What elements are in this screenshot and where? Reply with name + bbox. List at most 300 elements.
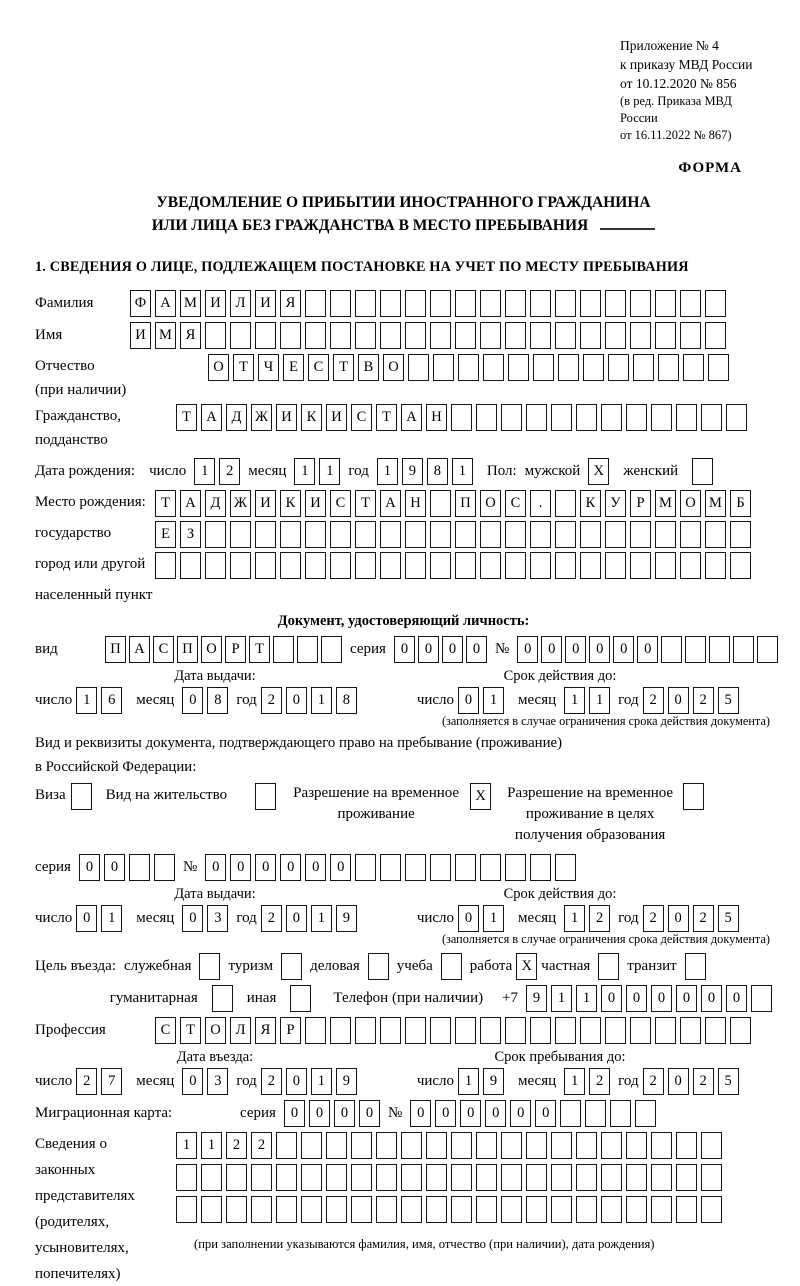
char-box[interactable]	[401, 1164, 422, 1191]
char-box[interactable]: 2	[693, 687, 714, 714]
purpose-private-checkbox[interactable]	[598, 953, 619, 980]
char-box[interactable]	[605, 322, 626, 349]
char-box[interactable]	[380, 521, 401, 548]
char-box[interactable]	[655, 552, 676, 579]
char-box[interactable]	[505, 322, 526, 349]
char-box[interactable]: 0	[668, 905, 689, 932]
char-box[interactable]	[555, 490, 576, 517]
char-box[interactable]	[455, 521, 476, 548]
char-box[interactable]: 0	[104, 854, 125, 881]
char-box[interactable]	[683, 354, 704, 381]
char-box[interactable]: 0	[458, 687, 479, 714]
char-box[interactable]	[530, 1017, 551, 1044]
purpose-tourism-checkbox[interactable]	[281, 953, 302, 980]
char-box[interactable]	[526, 404, 547, 431]
char-box[interactable]: 1	[319, 458, 340, 485]
char-box[interactable]	[676, 1164, 697, 1191]
char-box[interactable]: У	[605, 490, 626, 517]
char-box[interactable]	[626, 404, 647, 431]
purpose-humanitarian-checkbox[interactable]	[212, 985, 233, 1012]
char-box[interactable]	[176, 1196, 197, 1223]
char-box[interactable]: Д	[205, 490, 226, 517]
char-box[interactable]: С	[153, 636, 174, 663]
char-box[interactable]: 0	[286, 687, 307, 714]
char-box[interactable]: Л	[230, 1017, 251, 1044]
char-box[interactable]	[430, 521, 451, 548]
sex-female-checkbox[interactable]	[692, 458, 713, 485]
char-box[interactable]	[430, 1017, 451, 1044]
char-box[interactable]: Л	[230, 290, 251, 317]
char-box[interactable]	[176, 1164, 197, 1191]
char-box[interactable]	[705, 290, 726, 317]
char-box[interactable]	[551, 1196, 572, 1223]
char-box[interactable]: 2	[693, 1068, 714, 1095]
char-box[interactable]: Ж	[230, 490, 251, 517]
char-box[interactable]: С	[505, 490, 526, 517]
char-box[interactable]: 2	[261, 905, 282, 932]
char-box[interactable]	[555, 290, 576, 317]
char-box[interactable]: 0	[485, 1100, 506, 1127]
char-box[interactable]: 3	[207, 1068, 228, 1095]
char-box[interactable]: А	[380, 490, 401, 517]
char-box[interactable]	[608, 354, 629, 381]
char-box[interactable]: 0	[565, 636, 586, 663]
char-box[interactable]	[330, 1017, 351, 1044]
char-box[interactable]: 7	[101, 1068, 122, 1095]
char-box[interactable]	[230, 322, 251, 349]
char-box[interactable]	[426, 1164, 447, 1191]
char-box[interactable]	[501, 1132, 522, 1159]
char-box[interactable]	[530, 521, 551, 548]
char-box[interactable]: П	[177, 636, 198, 663]
char-box[interactable]: М	[655, 490, 676, 517]
char-box[interactable]	[355, 552, 376, 579]
char-box[interactable]	[326, 1196, 347, 1223]
char-box[interactable]	[576, 1132, 597, 1159]
char-box[interactable]	[526, 1196, 547, 1223]
char-box[interactable]	[205, 521, 226, 548]
char-box[interactable]	[555, 552, 576, 579]
char-box[interactable]	[201, 1196, 222, 1223]
char-box[interactable]	[483, 354, 504, 381]
char-box[interactable]	[505, 854, 526, 881]
char-box[interactable]	[605, 521, 626, 548]
char-box[interactable]	[480, 290, 501, 317]
char-box[interactable]	[505, 521, 526, 548]
char-box[interactable]	[476, 404, 497, 431]
char-box[interactable]	[201, 1164, 222, 1191]
char-box[interactable]	[610, 1100, 631, 1127]
char-box[interactable]: И	[255, 290, 276, 317]
char-box[interactable]	[676, 404, 697, 431]
char-box[interactable]: Я	[280, 290, 301, 317]
char-box[interactable]	[205, 322, 226, 349]
char-box[interactable]: 0	[510, 1100, 531, 1127]
char-box[interactable]	[501, 404, 522, 431]
char-box[interactable]: 0	[410, 1100, 431, 1127]
char-box[interactable]: О	[383, 354, 404, 381]
char-box[interactable]	[655, 1017, 676, 1044]
char-box[interactable]	[680, 322, 701, 349]
char-box[interactable]	[430, 490, 451, 517]
char-box[interactable]: 0	[435, 1100, 456, 1127]
char-box[interactable]: 9	[336, 1068, 357, 1095]
char-box[interactable]: 0	[286, 1068, 307, 1095]
char-box[interactable]	[255, 322, 276, 349]
char-box[interactable]: 0	[668, 687, 689, 714]
char-box[interactable]	[480, 552, 501, 579]
char-box[interactable]	[530, 322, 551, 349]
char-box[interactable]	[701, 404, 722, 431]
char-box[interactable]	[476, 1164, 497, 1191]
char-box[interactable]: 2	[643, 1068, 664, 1095]
char-box[interactable]	[733, 636, 754, 663]
char-box[interactable]: 0	[76, 905, 97, 932]
char-box[interactable]	[630, 521, 651, 548]
char-box[interactable]	[426, 1196, 447, 1223]
char-box[interactable]: Т	[333, 354, 354, 381]
char-box[interactable]: В	[358, 354, 379, 381]
char-box[interactable]	[680, 1017, 701, 1044]
purpose-business-checkbox[interactable]	[368, 953, 389, 980]
char-box[interactable]: 9	[402, 458, 423, 485]
char-box[interactable]: 2	[643, 687, 664, 714]
char-box[interactable]: 0	[668, 1068, 689, 1095]
char-box[interactable]	[376, 1132, 397, 1159]
char-box[interactable]: 0	[626, 985, 647, 1012]
char-box[interactable]	[658, 354, 679, 381]
char-box[interactable]	[251, 1164, 272, 1191]
char-box[interactable]	[451, 1164, 472, 1191]
char-box[interactable]	[583, 354, 604, 381]
char-box[interactable]	[580, 552, 601, 579]
char-box[interactable]: Н	[405, 490, 426, 517]
char-box[interactable]: 0	[280, 854, 301, 881]
char-box[interactable]	[651, 1132, 672, 1159]
char-box[interactable]: 0	[334, 1100, 355, 1127]
char-box[interactable]	[580, 290, 601, 317]
char-box[interactable]	[701, 1164, 722, 1191]
char-box[interactable]	[726, 404, 747, 431]
char-box[interactable]: 1	[576, 985, 597, 1012]
char-box[interactable]: И	[276, 404, 297, 431]
char-box[interactable]	[551, 1164, 572, 1191]
char-box[interactable]: 0	[589, 636, 610, 663]
char-box[interactable]	[705, 1017, 726, 1044]
char-box[interactable]: 1	[194, 458, 215, 485]
char-box[interactable]: 0	[418, 636, 439, 663]
char-box[interactable]: 2	[219, 458, 240, 485]
char-box[interactable]	[505, 290, 526, 317]
char-box[interactable]: А	[155, 290, 176, 317]
char-box[interactable]: М	[155, 322, 176, 349]
char-box[interactable]	[708, 354, 729, 381]
char-box[interactable]	[430, 290, 451, 317]
char-box[interactable]: 2	[261, 1068, 282, 1095]
char-box[interactable]	[455, 322, 476, 349]
purpose-transit-checkbox[interactable]	[685, 953, 706, 980]
char-box[interactable]	[376, 1164, 397, 1191]
char-box[interactable]: 0	[726, 985, 747, 1012]
char-box[interactable]	[705, 322, 726, 349]
char-box[interactable]	[330, 322, 351, 349]
purpose-work-checkbox[interactable]: X	[516, 953, 537, 980]
char-box[interactable]	[405, 552, 426, 579]
char-box[interactable]: 0	[230, 854, 251, 881]
char-box[interactable]	[301, 1132, 322, 1159]
char-box[interactable]	[405, 290, 426, 317]
char-box[interactable]: 0	[305, 854, 326, 881]
char-box[interactable]	[301, 1196, 322, 1223]
char-box[interactable]: 0	[330, 854, 351, 881]
temp-residence-education-checkbox[interactable]	[683, 783, 704, 810]
char-box[interactable]	[560, 1100, 581, 1127]
char-box[interactable]	[626, 1132, 647, 1159]
char-box[interactable]	[380, 854, 401, 881]
char-box[interactable]: 1	[201, 1132, 222, 1159]
char-box[interactable]	[230, 552, 251, 579]
char-box[interactable]: К	[580, 490, 601, 517]
char-box[interactable]	[405, 854, 426, 881]
char-box[interactable]: 1	[101, 905, 122, 932]
char-box[interactable]: 1	[564, 687, 585, 714]
char-box[interactable]	[155, 552, 176, 579]
visa-checkbox[interactable]	[71, 783, 92, 810]
char-box[interactable]: О	[205, 1017, 226, 1044]
char-box[interactable]	[580, 521, 601, 548]
char-box[interactable]	[226, 1164, 247, 1191]
char-box[interactable]	[476, 1196, 497, 1223]
char-box[interactable]: Е	[283, 354, 304, 381]
char-box[interactable]	[297, 636, 318, 663]
char-box[interactable]: 2	[589, 905, 610, 932]
char-box[interactable]: 0	[460, 1100, 481, 1127]
char-box[interactable]	[651, 1196, 672, 1223]
char-box[interactable]: 5	[718, 905, 739, 932]
char-box[interactable]	[526, 1164, 547, 1191]
char-box[interactable]: 0	[255, 854, 276, 881]
char-box[interactable]	[601, 1196, 622, 1223]
char-box[interactable]: 0	[517, 636, 538, 663]
char-box[interactable]	[305, 552, 326, 579]
char-box[interactable]	[555, 1017, 576, 1044]
char-box[interactable]	[626, 1164, 647, 1191]
char-box[interactable]: Я	[255, 1017, 276, 1044]
char-box[interactable]	[501, 1196, 522, 1223]
char-box[interactable]	[305, 521, 326, 548]
char-box[interactable]: Ж	[251, 404, 272, 431]
char-box[interactable]	[355, 854, 376, 881]
char-box[interactable]	[685, 636, 706, 663]
char-box[interactable]: Т	[355, 490, 376, 517]
char-box[interactable]: Т	[176, 404, 197, 431]
char-box[interactable]: 1	[551, 985, 572, 1012]
char-box[interactable]: 0	[182, 905, 203, 932]
char-box[interactable]: 0	[651, 985, 672, 1012]
char-box[interactable]	[651, 1164, 672, 1191]
char-box[interactable]: 5	[718, 687, 739, 714]
char-box[interactable]: А	[201, 404, 222, 431]
char-box[interactable]	[661, 636, 682, 663]
char-box[interactable]: О	[480, 490, 501, 517]
char-box[interactable]: 2	[251, 1132, 272, 1159]
char-box[interactable]: 0	[182, 687, 203, 714]
char-box[interactable]: 1	[311, 687, 332, 714]
char-box[interactable]	[680, 552, 701, 579]
char-box[interactable]	[601, 1132, 622, 1159]
char-box[interactable]	[655, 521, 676, 548]
char-box[interactable]: 0	[284, 1100, 305, 1127]
char-box[interactable]	[455, 552, 476, 579]
char-box[interactable]	[330, 290, 351, 317]
char-box[interactable]: 0	[613, 636, 634, 663]
char-box[interactable]	[605, 552, 626, 579]
char-box[interactable]	[330, 521, 351, 548]
char-box[interactable]	[701, 1132, 722, 1159]
char-box[interactable]	[651, 404, 672, 431]
char-box[interactable]: П	[455, 490, 476, 517]
char-box[interactable]: З	[180, 521, 201, 548]
char-box[interactable]	[433, 354, 454, 381]
char-box[interactable]: О	[680, 490, 701, 517]
char-box[interactable]: 0	[309, 1100, 330, 1127]
char-box[interactable]: 8	[207, 687, 228, 714]
char-box[interactable]	[705, 521, 726, 548]
char-box[interactable]	[355, 290, 376, 317]
char-box[interactable]	[551, 1132, 572, 1159]
char-box[interactable]: 1	[458, 1068, 479, 1095]
char-box[interactable]: 8	[427, 458, 448, 485]
char-box[interactable]	[405, 322, 426, 349]
char-box[interactable]	[585, 1100, 606, 1127]
char-box[interactable]: О	[208, 354, 229, 381]
char-box[interactable]: 1	[483, 687, 504, 714]
char-box[interactable]: Я	[180, 322, 201, 349]
char-box[interactable]	[505, 552, 526, 579]
char-box[interactable]	[676, 1196, 697, 1223]
char-box[interactable]: 2	[226, 1132, 247, 1159]
char-box[interactable]	[576, 1196, 597, 1223]
char-box[interactable]	[480, 521, 501, 548]
char-box[interactable]	[355, 322, 376, 349]
char-box[interactable]	[226, 1196, 247, 1223]
char-box[interactable]	[555, 854, 576, 881]
char-box[interactable]: 0	[458, 905, 479, 932]
char-box[interactable]	[280, 552, 301, 579]
char-box[interactable]: 2	[261, 687, 282, 714]
char-box[interactable]	[701, 1196, 722, 1223]
char-box[interactable]	[351, 1132, 372, 1159]
char-box[interactable]	[626, 1196, 647, 1223]
char-box[interactable]	[355, 1017, 376, 1044]
char-box[interactable]: 0	[466, 636, 487, 663]
char-box[interactable]: О	[201, 636, 222, 663]
char-box[interactable]	[255, 521, 276, 548]
char-box[interactable]	[530, 290, 551, 317]
char-box[interactable]	[655, 290, 676, 317]
char-box[interactable]	[480, 322, 501, 349]
char-box[interactable]	[630, 1017, 651, 1044]
char-box[interactable]	[476, 1132, 497, 1159]
char-box[interactable]: 0	[601, 985, 622, 1012]
char-box[interactable]	[355, 521, 376, 548]
char-box[interactable]: И	[326, 404, 347, 431]
char-box[interactable]: 0	[535, 1100, 556, 1127]
char-box[interactable]	[430, 552, 451, 579]
char-box[interactable]	[401, 1196, 422, 1223]
char-box[interactable]: Т	[249, 636, 270, 663]
char-box[interactable]	[508, 354, 529, 381]
char-box[interactable]	[630, 290, 651, 317]
char-box[interactable]: С	[155, 1017, 176, 1044]
char-box[interactable]: 0	[394, 636, 415, 663]
char-box[interactable]	[351, 1164, 372, 1191]
char-box[interactable]: 5	[718, 1068, 739, 1095]
char-box[interactable]: А	[180, 490, 201, 517]
char-box[interactable]	[480, 1017, 501, 1044]
char-box[interactable]: Д	[226, 404, 247, 431]
char-box[interactable]	[305, 322, 326, 349]
char-box[interactable]	[321, 636, 342, 663]
char-box[interactable]: А	[401, 404, 422, 431]
char-box[interactable]	[451, 1196, 472, 1223]
char-box[interactable]: 9	[526, 985, 547, 1012]
char-box[interactable]	[576, 1164, 597, 1191]
char-box[interactable]	[730, 552, 751, 579]
char-box[interactable]: 0	[182, 1068, 203, 1095]
char-box[interactable]	[351, 1196, 372, 1223]
char-box[interactable]	[330, 552, 351, 579]
char-box[interactable]: Р	[225, 636, 246, 663]
char-box[interactable]	[326, 1132, 347, 1159]
char-box[interactable]	[276, 1164, 297, 1191]
char-box[interactable]: 2	[589, 1068, 610, 1095]
char-box[interactable]: М	[180, 290, 201, 317]
char-box[interactable]	[605, 290, 626, 317]
char-box[interactable]	[451, 1132, 472, 1159]
purpose-official-checkbox[interactable]	[199, 953, 220, 980]
char-box[interactable]: М	[705, 490, 726, 517]
char-box[interactable]: Р	[280, 1017, 301, 1044]
char-box[interactable]	[630, 322, 651, 349]
char-box[interactable]: С	[351, 404, 372, 431]
char-box[interactable]: 6	[101, 687, 122, 714]
char-box[interactable]: 0	[676, 985, 697, 1012]
char-box[interactable]	[280, 322, 301, 349]
char-box[interactable]	[530, 552, 551, 579]
char-box[interactable]: И	[305, 490, 326, 517]
char-box[interactable]	[633, 354, 654, 381]
char-box[interactable]: 1	[311, 1068, 332, 1095]
char-box[interactable]: 1	[176, 1132, 197, 1159]
char-box[interactable]	[255, 552, 276, 579]
char-box[interactable]: 0	[637, 636, 658, 663]
char-box[interactable]: 2	[643, 905, 664, 932]
char-box[interactable]	[205, 552, 226, 579]
char-box[interactable]	[305, 290, 326, 317]
char-box[interactable]: 3	[207, 905, 228, 932]
char-box[interactable]	[630, 552, 651, 579]
char-box[interactable]	[305, 1017, 326, 1044]
char-box[interactable]: Б	[730, 490, 751, 517]
char-box[interactable]: Т	[233, 354, 254, 381]
char-box[interactable]: 8	[336, 687, 357, 714]
char-box[interactable]	[455, 854, 476, 881]
char-box[interactable]: К	[280, 490, 301, 517]
char-box[interactable]: 2	[76, 1068, 97, 1095]
char-box[interactable]: 0	[359, 1100, 380, 1127]
char-box[interactable]	[680, 290, 701, 317]
